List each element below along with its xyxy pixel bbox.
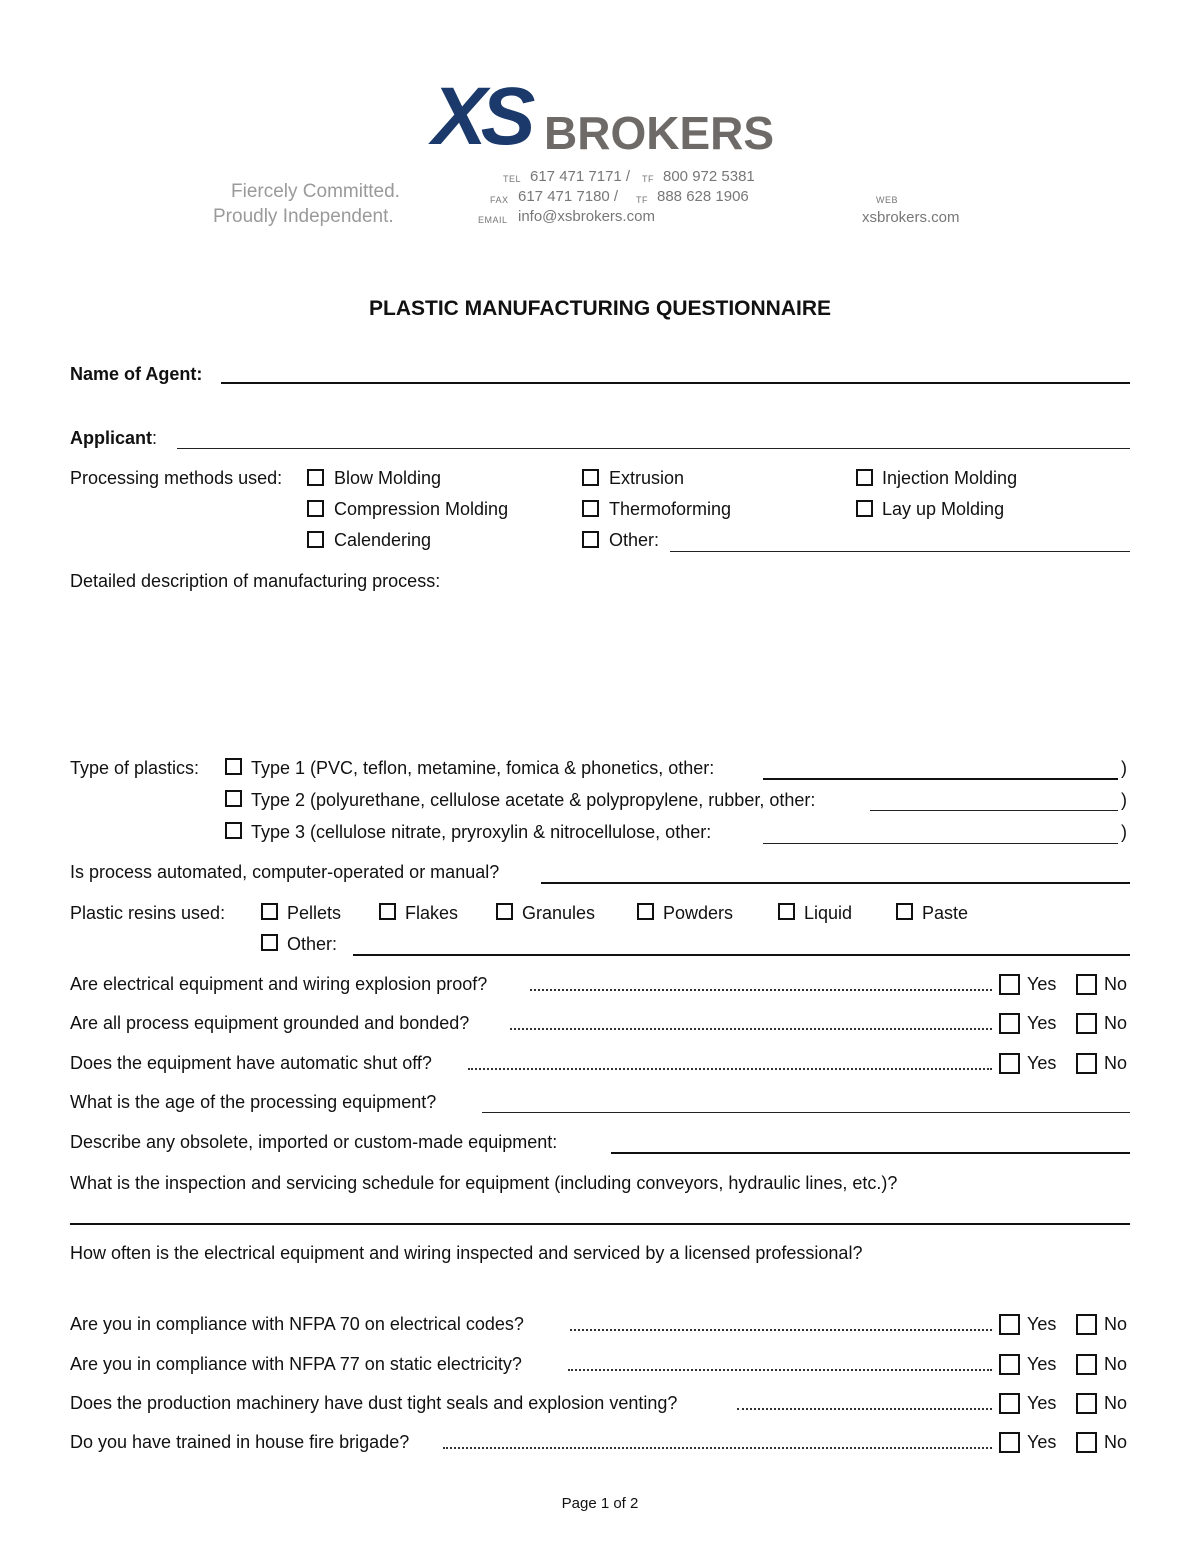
type2-label: Type 2 (polyurethane, cellulose acetate & polypropylene, rubber, other: xyxy=(251,790,816,810)
applicant-colon: : xyxy=(152,428,158,448)
obsolete-field[interactable] xyxy=(611,1152,1130,1154)
resins-other-field[interactable] xyxy=(353,954,1130,956)
type1-checkbox[interactable] xyxy=(225,758,242,775)
calendering-checkbox[interactable] xyxy=(307,531,324,548)
lay-up-molding-checkbox[interactable] xyxy=(856,500,873,517)
question-label: Does the equipment have automatic shut off? xyxy=(70,1053,432,1073)
leader-dots xyxy=(570,1329,992,1331)
no-checkbox[interactable] xyxy=(1076,1053,1097,1074)
resins-label: Plastic resins used: xyxy=(70,903,226,923)
yes-label: Yes xyxy=(1027,1013,1057,1033)
yes-checkbox[interactable] xyxy=(999,974,1020,995)
automated-field[interactable] xyxy=(541,882,1130,884)
yes-label: Yes xyxy=(1027,974,1057,994)
tf-number-1: 800 972 5381 xyxy=(663,168,755,185)
description-field[interactable] xyxy=(70,595,1130,745)
no-label: No xyxy=(1104,1432,1128,1452)
processing-label: Processing methods used: xyxy=(70,468,283,488)
page-title: PLASTIC MANUFACTURING QUESTIONNAIRE xyxy=(369,297,831,320)
leader-dots xyxy=(568,1369,992,1371)
blow-molding-checkbox[interactable] xyxy=(307,469,324,486)
tagline-2: Proudly Independent. xyxy=(213,206,394,227)
no-checkbox[interactable] xyxy=(1076,1354,1097,1375)
yes-checkbox[interactable] xyxy=(999,1314,1020,1335)
applicant-label-text: Applicant xyxy=(70,428,153,448)
yes-label: Yes xyxy=(1027,1432,1057,1452)
leader-dots xyxy=(510,1028,992,1030)
logo-xs: XS xyxy=(432,71,530,162)
liquid-label: Liquid xyxy=(804,903,853,923)
question-label: Are you in compliance with NFPA 77 on static electricity? xyxy=(70,1354,522,1374)
no-checkbox[interactable] xyxy=(1076,1432,1097,1453)
tel-label: TEL xyxy=(503,174,522,184)
age-label: What is the age of the processing equipment? xyxy=(70,1092,437,1112)
obsolete-label: Describe any obsolete, imported or custom-made equipment: xyxy=(70,1132,558,1152)
paste-label: Paste xyxy=(922,903,969,923)
automated-label: Is process automated, computer-operated or manual? xyxy=(70,862,500,882)
no-label: No xyxy=(1104,1013,1128,1033)
processing-other-checkbox[interactable] xyxy=(582,531,599,548)
agent-field[interactable] xyxy=(221,382,1130,384)
yes-checkbox[interactable] xyxy=(999,1354,1020,1375)
no-label: No xyxy=(1104,1053,1128,1073)
electrical-field[interactable] xyxy=(70,1268,1130,1308)
yes-checkbox[interactable] xyxy=(999,1393,1020,1414)
yes-label: Yes xyxy=(1027,1314,1057,1334)
compression-molding-checkbox[interactable] xyxy=(307,500,324,517)
blow-molding-label: Blow Molding xyxy=(334,468,442,488)
no-checkbox[interactable] xyxy=(1076,974,1097,995)
leader-dots xyxy=(737,1408,992,1410)
yes-label: Yes xyxy=(1027,1393,1057,1413)
resins-other-label: Other: xyxy=(287,934,338,954)
type1-label: Type 1 (PVC, teflon, metamine, fomica & phonetics, other: xyxy=(251,758,715,778)
no-label: No xyxy=(1104,1354,1128,1374)
question-label: Do you have trained in house fire brigade? xyxy=(70,1432,410,1452)
applicant-field[interactable] xyxy=(177,448,1130,449)
leader-dots xyxy=(530,989,992,991)
paste-checkbox[interactable] xyxy=(896,903,913,920)
processing-other-field[interactable] xyxy=(670,551,1130,552)
liquid-checkbox[interactable] xyxy=(778,903,795,920)
email-link[interactable]: info@xsbrokers.com xyxy=(518,208,655,225)
type2-checkbox[interactable] xyxy=(225,790,242,807)
type3-label: Type 3 (cellulose nitrate, pryroxylin & nitrocellulose, other: xyxy=(251,822,712,842)
web-link[interactable]: xsbrokers.com xyxy=(862,209,960,226)
flakes-label: Flakes xyxy=(405,903,459,923)
leader-dots xyxy=(468,1068,992,1070)
question-label: Does the production machinery have dust tight seals and explosion venting? xyxy=(70,1393,678,1413)
yes-checkbox[interactable] xyxy=(999,1053,1020,1074)
calendering-label: Calendering xyxy=(334,530,432,550)
pellets-label: Pellets xyxy=(287,903,342,923)
type2-close-paren: ) xyxy=(1121,790,1127,810)
no-checkbox[interactable] xyxy=(1076,1393,1097,1414)
resins-other-checkbox[interactable] xyxy=(261,934,278,951)
lay-up-molding-label: Lay up Molding xyxy=(882,499,1005,519)
tf-label-1: TF xyxy=(642,174,654,184)
type3-close-paren: ) xyxy=(1121,822,1127,842)
compression-molding-label: Compression Molding xyxy=(334,499,509,519)
yes-checkbox[interactable] xyxy=(999,1013,1020,1034)
email-label: EMAIL xyxy=(478,215,508,225)
fax-number: 617 471 7180 / xyxy=(518,188,619,205)
applicant-label xyxy=(70,428,157,448)
tf-number-2: 888 628 1906 xyxy=(657,188,749,205)
inspection-field[interactable] xyxy=(70,1223,1130,1225)
type2-other-field[interactable] xyxy=(870,810,1118,811)
granules-checkbox[interactable] xyxy=(496,903,513,920)
no-label: No xyxy=(1104,1314,1128,1334)
injection-molding-label: Injection Molding xyxy=(882,468,1018,488)
type3-checkbox[interactable] xyxy=(225,822,242,839)
description-label: Detailed description of manufacturing process: xyxy=(70,571,441,591)
processing-other-label: Other: xyxy=(609,530,660,550)
page-number: Page 1 of 2 xyxy=(561,1495,639,1512)
leader-dots xyxy=(443,1447,992,1449)
thermoforming-label: Thermoforming xyxy=(609,499,732,519)
question-label: Are electrical equipment and wiring explosion proof? xyxy=(70,974,488,994)
no-checkbox[interactable] xyxy=(1076,1314,1097,1335)
granules-label: Granules xyxy=(522,903,596,923)
no-checkbox[interactable] xyxy=(1076,1013,1097,1034)
flakes-checkbox[interactable] xyxy=(379,903,396,920)
plastics-label: Type of plastics: xyxy=(70,758,200,778)
age-field[interactable] xyxy=(482,1112,1130,1113)
powders-label: Powders xyxy=(663,903,734,923)
web-label: WEB xyxy=(876,195,899,205)
type3-other-field[interactable] xyxy=(763,843,1118,844)
type1-other-field[interactable] xyxy=(763,778,1118,780)
no-label: No xyxy=(1104,1393,1128,1413)
yes-checkbox[interactable] xyxy=(999,1432,1020,1453)
yes-label: Yes xyxy=(1027,1354,1057,1374)
logo-brokers: BROKERS xyxy=(544,107,775,159)
tagline-1: Fiercely Committed. xyxy=(231,181,400,202)
tel-number: 617 471 7171 / xyxy=(530,168,631,185)
fax-label: FAX xyxy=(490,195,509,205)
extrusion-label: Extrusion xyxy=(609,468,685,488)
type1-close-paren: ) xyxy=(1121,758,1127,778)
electrical-label: How often is the electrical equipment and wiring inspected and serviced by a licensed professional? xyxy=(70,1243,863,1263)
tf-label-2: TF xyxy=(636,195,648,205)
yes-label: Yes xyxy=(1027,1053,1057,1073)
pellets-checkbox[interactable] xyxy=(261,903,278,920)
question-label: Are you in compliance with NFPA 70 on electrical codes? xyxy=(70,1314,524,1334)
powders-checkbox[interactable] xyxy=(637,903,654,920)
no-label: No xyxy=(1104,974,1128,994)
injection-molding-checkbox[interactable] xyxy=(856,469,873,486)
extrusion-checkbox[interactable] xyxy=(582,469,599,486)
thermoforming-checkbox[interactable] xyxy=(582,500,599,517)
inspection-label: What is the inspection and servicing schedule for equipment (including conveyors, hydraulic lines, etc.)? xyxy=(70,1173,898,1193)
question-label: Are all process equipment grounded and bonded? xyxy=(70,1013,470,1033)
agent-label: Name of Agent: xyxy=(70,364,203,384)
